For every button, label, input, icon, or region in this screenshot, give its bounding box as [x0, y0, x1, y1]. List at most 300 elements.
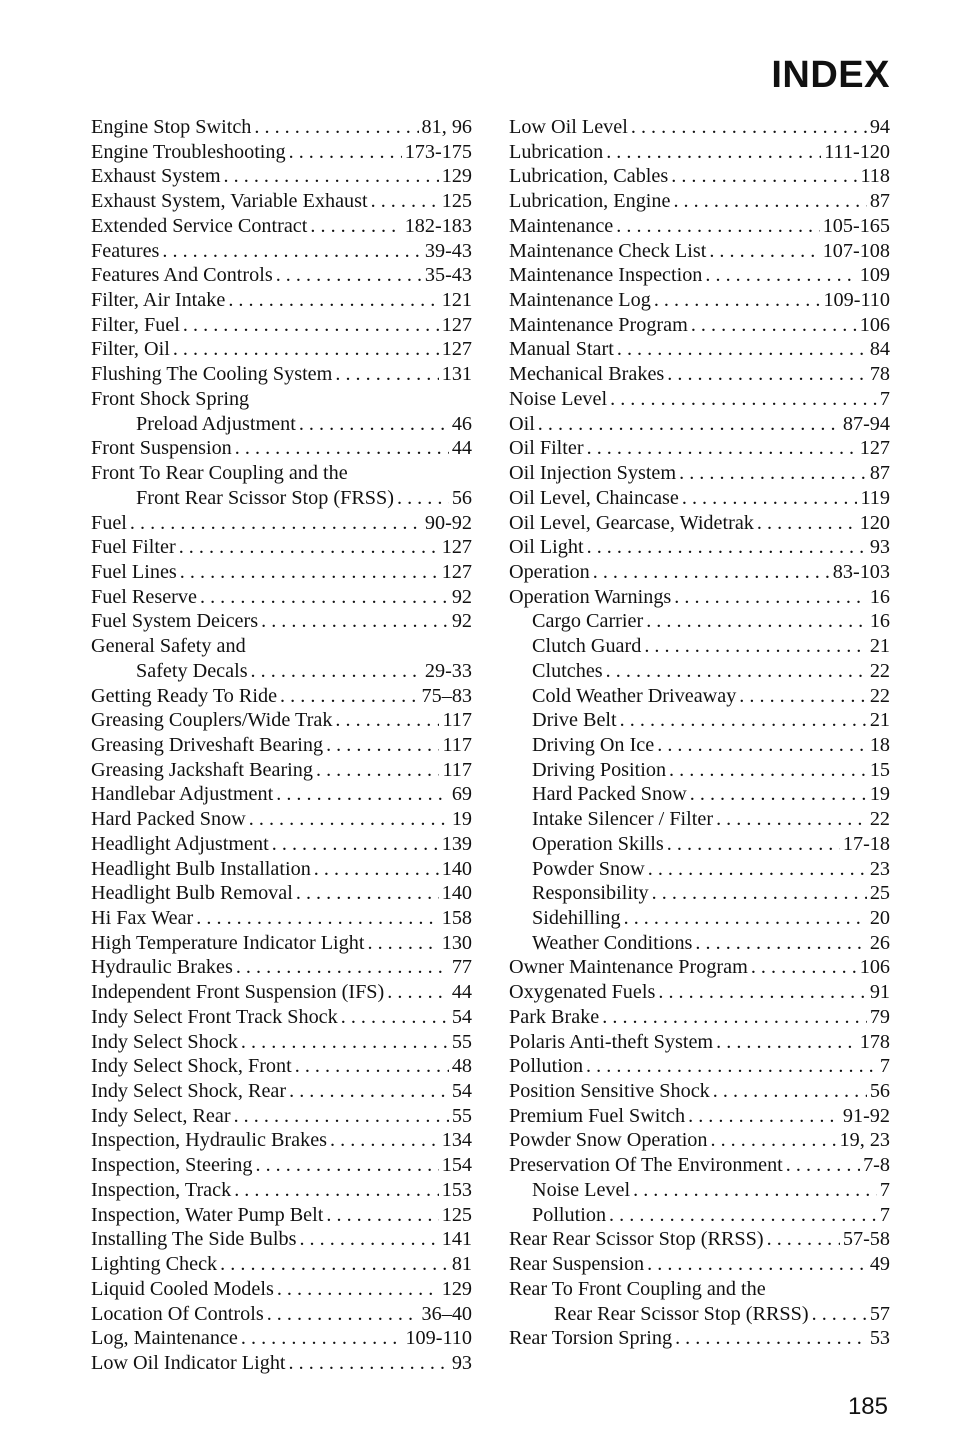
dot-leader [196, 906, 438, 931]
index-entry-label: Flushing The Cooling System [91, 363, 333, 386]
index-entry [91, 1302, 472, 1327]
index-entry-page: 17-18 [842, 832, 890, 855]
index-entry-label: Operation Skills [532, 832, 664, 855]
index-entry [509, 1203, 890, 1228]
index-entry-label: Inspection, Steering [91, 1154, 253, 1177]
index-entry [509, 782, 890, 807]
index-entry [509, 832, 890, 857]
dot-leader [289, 1079, 449, 1104]
index-entry-page: 109 [859, 264, 890, 287]
index-entry [91, 906, 472, 931]
index-entry [91, 412, 472, 437]
index-entry [509, 263, 890, 288]
index-entry [91, 362, 472, 387]
dot-leader [713, 1079, 867, 1104]
dot-leader [310, 214, 401, 239]
index-entry [509, 436, 890, 461]
index-entry-label: Operation Warnings [509, 585, 672, 608]
index-entry-page: 87 [869, 462, 890, 485]
index-entry-page: 127 [441, 536, 472, 559]
index-entry-label: Sidehilling [532, 907, 621, 929]
index-entry-page: 16 [869, 610, 890, 633]
index-entry [509, 115, 890, 140]
dot-leader [674, 585, 867, 610]
dot-leader [671, 164, 857, 189]
dot-leader [620, 708, 867, 733]
dot-leader [691, 313, 857, 338]
index-entry-page: 19, 23 [839, 1129, 890, 1152]
index-entry-page: 158 [441, 907, 472, 929]
index-entry-page: 92 [451, 585, 472, 608]
index-entry-label: Polaris Anti-theft System [509, 1030, 714, 1053]
index-entry-label: Powder Snow Operation [509, 1129, 708, 1152]
index-entry-page: 25 [869, 882, 890, 905]
index-entry [91, 239, 472, 264]
index-entry [509, 1005, 890, 1030]
index-entry [91, 387, 472, 412]
index-entry [91, 733, 472, 758]
index-entry-page: 46 [451, 412, 472, 435]
index-entry-label: Maintenance Check List [509, 239, 707, 262]
dot-leader [220, 1252, 449, 1277]
index-entry-label: Front Shock Spring [91, 387, 250, 410]
index-entry-label: Preload Adjustment [136, 412, 296, 435]
dot-leader [593, 560, 830, 585]
dot-leader [276, 263, 422, 288]
dot-leader [371, 189, 439, 214]
index-entry-page: 81 [451, 1253, 472, 1276]
index-entry-page: 94 [869, 116, 890, 138]
dot-leader [757, 511, 857, 536]
index-entry-label: Indy Select Shock, Rear [91, 1080, 287, 1103]
index-entry [509, 881, 890, 906]
index-entry-label: Indy Select, Rear [91, 1104, 231, 1127]
index-entry [91, 337, 472, 362]
index-entry-page: 36–40 [421, 1302, 472, 1325]
index-entry-page: 129 [441, 1277, 472, 1300]
index-entry-label: Getting Ready To Ride [91, 684, 278, 707]
index-entry [509, 511, 890, 536]
index-entry-page: 91 [869, 981, 890, 1004]
dot-leader [272, 832, 439, 857]
index-entry-page: 93 [869, 536, 890, 559]
page-number: 185 [847, 1393, 888, 1420]
index-entry [91, 1326, 472, 1351]
index-entry-label: Weather Conditions [532, 931, 693, 954]
index-entry-label: Independent Front Suspension (IFS) [91, 981, 385, 1004]
dot-leader [716, 807, 867, 832]
dot-leader [679, 461, 867, 486]
dot-leader [277, 1277, 439, 1302]
index-entry-label: Cold Weather Driveaway [532, 684, 737, 707]
dot-leader [767, 1227, 840, 1252]
index-entry-label: Greasing Couplers/Wide Trak [91, 709, 333, 732]
index-entry-page: 35-43 [424, 264, 472, 287]
index-entry [91, 486, 472, 511]
dot-leader [228, 288, 438, 313]
index-entry-page: 105-165 [822, 214, 890, 237]
index-entry-label: Headlight Bulb Installation [91, 857, 311, 880]
index-entry [509, 1128, 890, 1153]
index-entry-label: Rear To Front Coupling and the [509, 1277, 766, 1300]
index-entry-page: 106 [859, 313, 890, 336]
dot-leader [716, 1030, 857, 1055]
index-entry-page: 55 [451, 1104, 472, 1127]
index-entry-label: Lubrication [509, 140, 604, 163]
index-entry-page: 26 [869, 931, 890, 954]
index-entry-label: Drive Belt [532, 709, 617, 732]
index-entry-label: Inspection, Track [91, 1178, 232, 1201]
index-entry-page: 118 [860, 165, 890, 188]
index-entry-page: 127 [859, 437, 890, 460]
index-entry-label: Lubrication, Engine [509, 190, 671, 213]
index-entry [91, 1079, 472, 1104]
index-entry-label: Maintenance Inspection [509, 264, 703, 287]
index-entry [509, 189, 890, 214]
dot-leader [690, 782, 867, 807]
index-entry [91, 881, 472, 906]
dot-leader [341, 1005, 449, 1030]
index-entry-page: 44 [451, 437, 472, 460]
index-entry-label: Noise Level [532, 1178, 631, 1201]
dot-leader [280, 684, 418, 709]
index-entry [509, 387, 890, 412]
index-entry-label: Driving Position [532, 758, 667, 781]
index-entry [509, 980, 890, 1005]
index-entry-label: Fuel System Deicers [91, 610, 259, 633]
index-entry-label: Inspection, Water Pump Belt [91, 1203, 324, 1226]
dot-leader [648, 857, 867, 882]
index-entry-page: 7-8 [863, 1154, 890, 1177]
dot-leader [276, 782, 449, 807]
index-entry [91, 585, 472, 610]
index-entry-page: 121 [441, 289, 472, 312]
dot-leader [646, 609, 867, 634]
page-title: INDEX [771, 54, 890, 96]
index-entry-page: 23 [869, 857, 890, 880]
index-entry [509, 758, 890, 783]
dot-leader [299, 412, 449, 437]
index-entry [509, 1153, 890, 1178]
index-entry [91, 1252, 472, 1277]
index-entry-label: Hi Fax Wear [91, 907, 194, 929]
dot-leader [289, 1351, 449, 1376]
index-entry-label: Indy Select Shock, Front [91, 1055, 292, 1078]
index-entry [509, 1227, 890, 1252]
index-entry-label: Front Suspension [91, 437, 232, 460]
index-entry-page: 106 [859, 956, 890, 979]
index-entry-label: Greasing Jackshaft Bearing [91, 758, 313, 781]
index-entry-page: 93 [451, 1351, 472, 1374]
index-entry-label: Features [91, 239, 160, 262]
dot-leader [688, 1104, 840, 1129]
index-entry [91, 511, 472, 536]
index-entry-page: 141 [441, 1228, 472, 1251]
index-entry-page: 54 [451, 1005, 472, 1028]
dot-leader [644, 634, 866, 659]
index-entry [91, 857, 472, 882]
index-entry-page: 55 [451, 1030, 472, 1053]
index-entry-label: Location Of Controls [91, 1302, 264, 1325]
index-entry-label: Indy Select Shock [91, 1030, 238, 1053]
dot-leader [254, 115, 418, 140]
index-entry [91, 1227, 472, 1252]
index-entry-label: Hard Packed Snow [532, 783, 687, 806]
index-entry [91, 1277, 472, 1302]
index-entry-label: Fuel Lines [91, 560, 177, 583]
index-entry-label: Installing The Side Bulbs [91, 1228, 297, 1251]
index-entry [91, 1351, 472, 1376]
dot-leader [624, 906, 867, 931]
index-entry [91, 1104, 472, 1129]
index-entry [509, 931, 890, 956]
dot-leader [606, 140, 821, 165]
dot-leader [241, 1326, 403, 1351]
index-entry-label: Premium Fuel Switch [509, 1104, 686, 1127]
index-entry [509, 214, 890, 239]
index-entry [509, 1277, 890, 1302]
index-entry [91, 115, 472, 140]
index-entry-label: Noise Level [509, 387, 608, 410]
index-entry [91, 782, 472, 807]
index-entry-label: Low Oil Indicator Light [91, 1351, 286, 1374]
index-entry [91, 263, 472, 288]
index-entry-page: 16 [869, 585, 890, 608]
index-entry-page: 178 [859, 1030, 890, 1053]
index-entry-page: 109-110 [823, 289, 890, 312]
dot-leader [249, 807, 449, 832]
dot-leader [587, 535, 867, 560]
index-entry [91, 288, 472, 313]
dot-leader [130, 511, 422, 536]
dot-leader [251, 659, 422, 684]
index-entry-label: Oil Level, Gearcase, Widetrak [509, 511, 754, 534]
dot-leader [296, 881, 439, 906]
index-entry-label: Engine Troubleshooting [91, 140, 286, 163]
index-entry-label: Headlight Bulb Removal [91, 882, 293, 905]
index-entry-label: Exhaust System [91, 165, 221, 188]
dot-leader [267, 1302, 419, 1327]
index-entry-label: Front To Rear Coupling and the [91, 462, 348, 485]
index-entry-page: 15 [869, 758, 890, 781]
index-entry-label: High Temperature Indicator Light [91, 931, 365, 954]
index-entry-label: Filter, Air Intake [91, 289, 226, 312]
index-entry-label: Owner Maintenance Program [509, 956, 748, 979]
index-entry [509, 906, 890, 931]
index-entry-label: Inspection, Hydraulic Brakes [91, 1129, 328, 1152]
index-entry [509, 733, 890, 758]
index-entry-page: 19 [451, 808, 472, 831]
index-entry-label: Filter, Fuel [91, 313, 180, 336]
dot-leader [610, 387, 877, 412]
index-entry-label: Driving On Ice [532, 733, 655, 756]
index-entry-page: 107-108 [822, 239, 890, 262]
index-entry-page: 182-183 [404, 214, 472, 237]
index-entry [509, 807, 890, 832]
index-entry-label: Fuel Reserve [91, 585, 197, 608]
index-entry-label: Oxygenated Fuels [509, 981, 656, 1004]
index-entry [509, 486, 890, 511]
dot-leader [162, 239, 422, 264]
dot-leader [224, 164, 439, 189]
index-entry-label: Rear Torsion Spring [509, 1327, 673, 1350]
index-entry-page: 117 [442, 733, 472, 756]
index-entry-page: 91-92 [842, 1104, 890, 1127]
dot-leader [667, 832, 840, 857]
index-column-right [509, 115, 890, 1351]
index-entry [509, 140, 890, 165]
index-entry [91, 164, 472, 189]
index-entry-label: Low Oil Level [509, 116, 628, 138]
index-entry [509, 313, 890, 338]
index-entry [91, 1178, 472, 1203]
dot-leader [602, 1005, 867, 1030]
index-entry-page: 78 [869, 363, 890, 386]
index-entry-page: 22 [869, 808, 890, 831]
index-entry-page: 87-94 [842, 412, 890, 435]
index-entry-label: Preservation Of The Environment [509, 1154, 783, 1177]
index-entry-label: Mechanical Brakes [509, 363, 665, 386]
dot-leader [367, 931, 438, 956]
index-entry-label: Maintenance Log [509, 289, 651, 312]
index-entry [91, 1030, 472, 1055]
index-entry-page: 127 [441, 338, 472, 361]
index-entry [91, 461, 472, 486]
index-entry-page: 79 [869, 1005, 890, 1028]
index-entry [91, 189, 472, 214]
dot-leader [295, 1054, 449, 1079]
index-entry [91, 609, 472, 634]
index-entry-page: 39-43 [424, 239, 472, 262]
index-entry-page: 48 [451, 1055, 472, 1078]
index-entry-label: Lighting Check [91, 1253, 218, 1276]
index-entry-label: Greasing Driveshaft Bearing [91, 733, 324, 756]
dot-leader [658, 980, 866, 1005]
index-entry-page: 84 [869, 338, 890, 361]
index-entry-label: Oil Injection System [509, 462, 677, 485]
dot-leader [705, 263, 856, 288]
index-entry-label: Safety Decals [136, 659, 248, 682]
index-entry [509, 362, 890, 387]
index-entry [91, 634, 472, 659]
dot-leader [786, 1153, 860, 1178]
index-entry [509, 857, 890, 882]
index-entry-page: 154 [441, 1154, 472, 1177]
index-entry-page: 18 [869, 733, 890, 756]
index-entry-label: Lubrication, Cables [509, 165, 669, 188]
index-entry [91, 659, 472, 684]
index-entry-page: 22 [869, 684, 890, 707]
dot-leader [631, 115, 867, 140]
index-entry-label: Maintenance [509, 214, 614, 237]
index-entry-page: 77 [451, 956, 472, 979]
index-entry-label: Oil Level, Chaincase [509, 486, 679, 509]
index-entry-label: Hard Packed Snow [91, 808, 246, 831]
index-entry-page: 83-103 [832, 560, 890, 583]
index-entry-label: Rear Rear Scissor Stop (RRSS) [554, 1302, 809, 1325]
index-entry [509, 1178, 890, 1203]
index-entry-page: 130 [441, 931, 472, 954]
index-entry [509, 1252, 890, 1277]
index-entry-page: 54 [451, 1080, 472, 1103]
dot-leader [654, 288, 821, 313]
index-entry-label: Operation [509, 560, 590, 583]
index-entry-page: 19 [869, 783, 890, 806]
index-entry [509, 288, 890, 313]
dot-leader [180, 560, 439, 585]
index-entry-page: 49 [869, 1253, 890, 1276]
dot-leader [255, 1153, 438, 1178]
index-entry [509, 164, 890, 189]
index-entry [91, 807, 472, 832]
index-entry-page: 134 [441, 1129, 472, 1152]
index-entry [509, 1054, 890, 1079]
index-entry-label: Powder Snow [532, 857, 645, 880]
index-entry-label: Pollution [509, 1055, 584, 1078]
index-entry-page: 69 [451, 783, 472, 806]
dot-leader [235, 436, 449, 461]
index-entry-page: 120 [859, 511, 890, 534]
index-entry [91, 708, 472, 733]
index-entry [509, 1326, 890, 1351]
index-entry-label: Engine Stop Switch [91, 116, 252, 138]
index-entry-page: 153 [441, 1178, 472, 1201]
index-entry-label: Rear Rear Scissor Stop (RRSS) [509, 1228, 764, 1251]
dot-leader [397, 486, 449, 511]
index-entry [509, 634, 890, 659]
index-entry-page: 139 [441, 832, 472, 855]
dot-leader [587, 436, 857, 461]
index-entry [509, 535, 890, 560]
index-entry-label: Oil [509, 412, 535, 435]
index-entry-label: General Safety and [91, 635, 246, 658]
dot-leader [236, 955, 449, 980]
index-entry [91, 1054, 472, 1079]
index-entry-page: 7 [879, 1055, 890, 1078]
index-entry [91, 313, 472, 338]
index-entry-label: Log, Maintenance [91, 1327, 238, 1350]
index-entry-page: 140 [441, 882, 472, 905]
index-entry-page: 127 [441, 313, 472, 336]
dot-leader [387, 980, 449, 1005]
dot-leader [314, 857, 439, 882]
dot-leader [261, 609, 449, 634]
index-entry [509, 708, 890, 733]
index-entry [509, 412, 890, 437]
index-entry [509, 585, 890, 610]
index-entry-page: 90-92 [424, 511, 472, 534]
dot-leader [675, 1326, 867, 1351]
index-entry-page: 81, 96 [421, 116, 472, 138]
dot-leader [616, 214, 819, 239]
index-entry [509, 461, 890, 486]
dot-leader [241, 1030, 449, 1055]
index-entry-page: 131 [441, 363, 472, 386]
index-entry-page: 21 [869, 635, 890, 658]
dot-leader [695, 931, 866, 956]
dot-leader [709, 239, 819, 264]
index-entry-label: Responsibility [532, 882, 649, 905]
dot-leader [647, 1252, 867, 1277]
index-entry-label: Clutch Guard [532, 635, 642, 658]
index-entry-page: 29-33 [424, 659, 472, 682]
dot-leader [673, 189, 866, 214]
dot-leader [682, 486, 858, 511]
index-entry-label: Cargo Carrier [532, 610, 644, 633]
index-entry-page: 87 [869, 190, 890, 213]
index-entry-label: Park Brake [509, 1005, 600, 1028]
index-entry [91, 214, 472, 239]
